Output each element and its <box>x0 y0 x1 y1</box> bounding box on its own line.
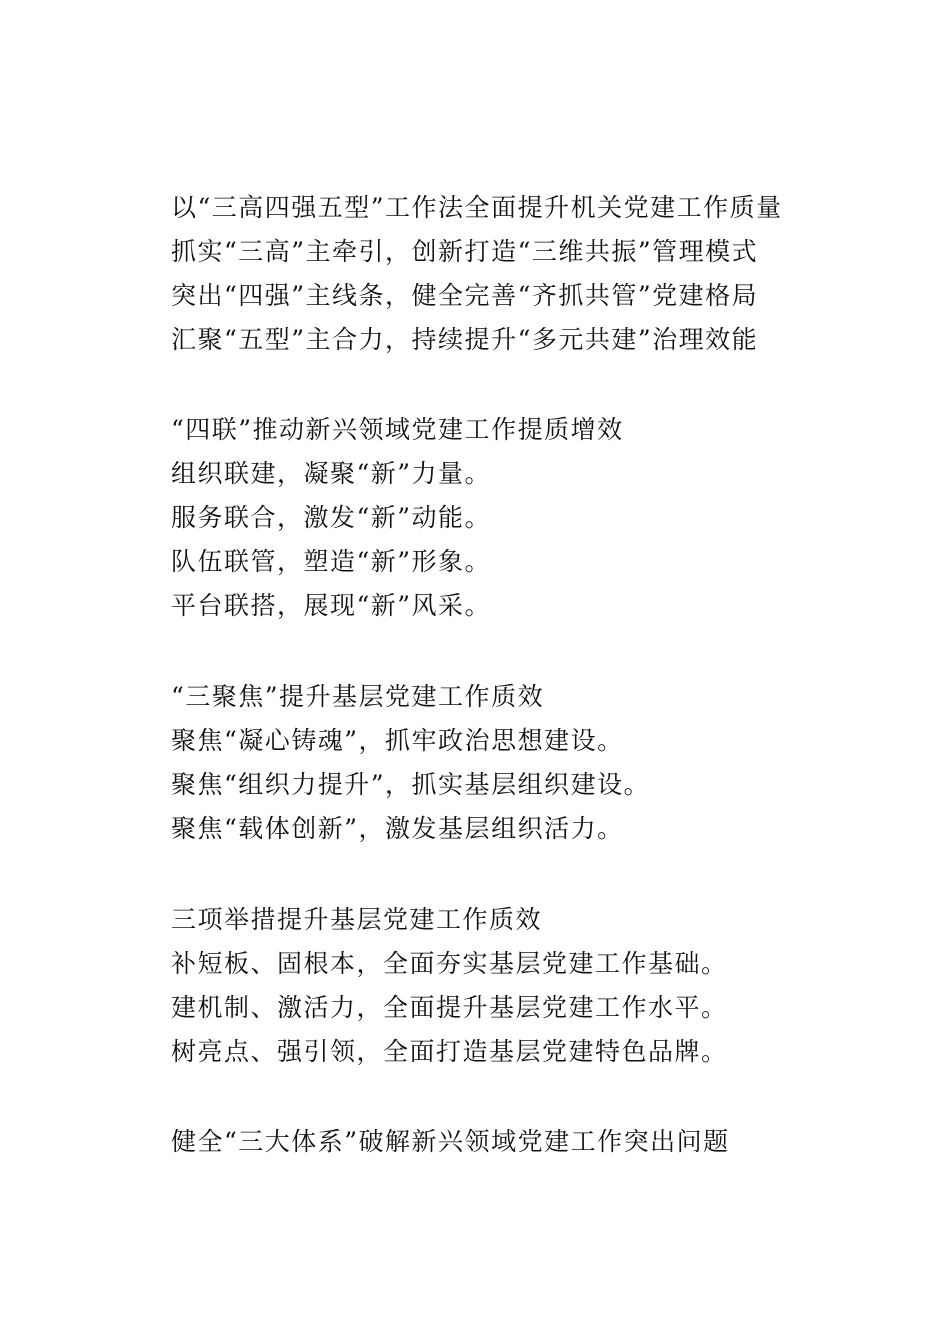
text-line: 突出“四强”主线条，健全完善“齐抓共管”党建格局 <box>171 281 759 310</box>
heading-line: 健全“三大体系”破解新兴领域党建工作突出问题 <box>171 1127 730 1156</box>
section-4 <box>171 898 811 1074</box>
heading-line: 以“三高四强五型”工作法全面提升机关党建工作质量 <box>171 193 783 222</box>
heading-line: 三项举措提升基层党建工作质效 <box>171 905 543 934</box>
section-2 <box>171 408 811 628</box>
text-line: 建机制、激活力，全面提升基层党建工作水平。 <box>171 993 728 1022</box>
text-line: 汇聚“五型”主合力，持续提升“多元共建”治理效能 <box>171 325 759 354</box>
text-line: 树亮点、强引领，全面打造基层党建特色品牌。 <box>171 1037 728 1066</box>
text-line: 补短板、固根本，全面夯实基层党建工作基础。 <box>171 949 728 978</box>
section-3 <box>171 675 811 851</box>
text-line: 聚焦“组织力提升”，抓实基层组织建设。 <box>171 770 651 799</box>
text-line: 平台联搭，展现“新”风采。 <box>171 591 492 620</box>
text-line: 队伍联管，塑造“新”形象。 <box>171 547 492 576</box>
heading-line: “四联”推动新兴领域党建工作提质增效 <box>171 415 624 444</box>
text-line: 聚焦“载体创新”，激发基层组织活力。 <box>171 814 624 843</box>
section-5 <box>171 1120 811 1164</box>
text-line: 抓实“三高”主牵引，创新打造“三维共振”管理模式 <box>171 237 759 266</box>
heading-line: “三聚焦”提升基层党建工作质效 <box>171 682 545 711</box>
text-line: 服务联合，激发“新”动能。 <box>171 503 492 532</box>
section-1 <box>171 186 811 362</box>
text-line: 聚焦“凝心铸魂”，抓牢政治思想建设。 <box>171 726 624 755</box>
text-line: 组织联建，凝聚“新”力量。 <box>171 459 492 488</box>
